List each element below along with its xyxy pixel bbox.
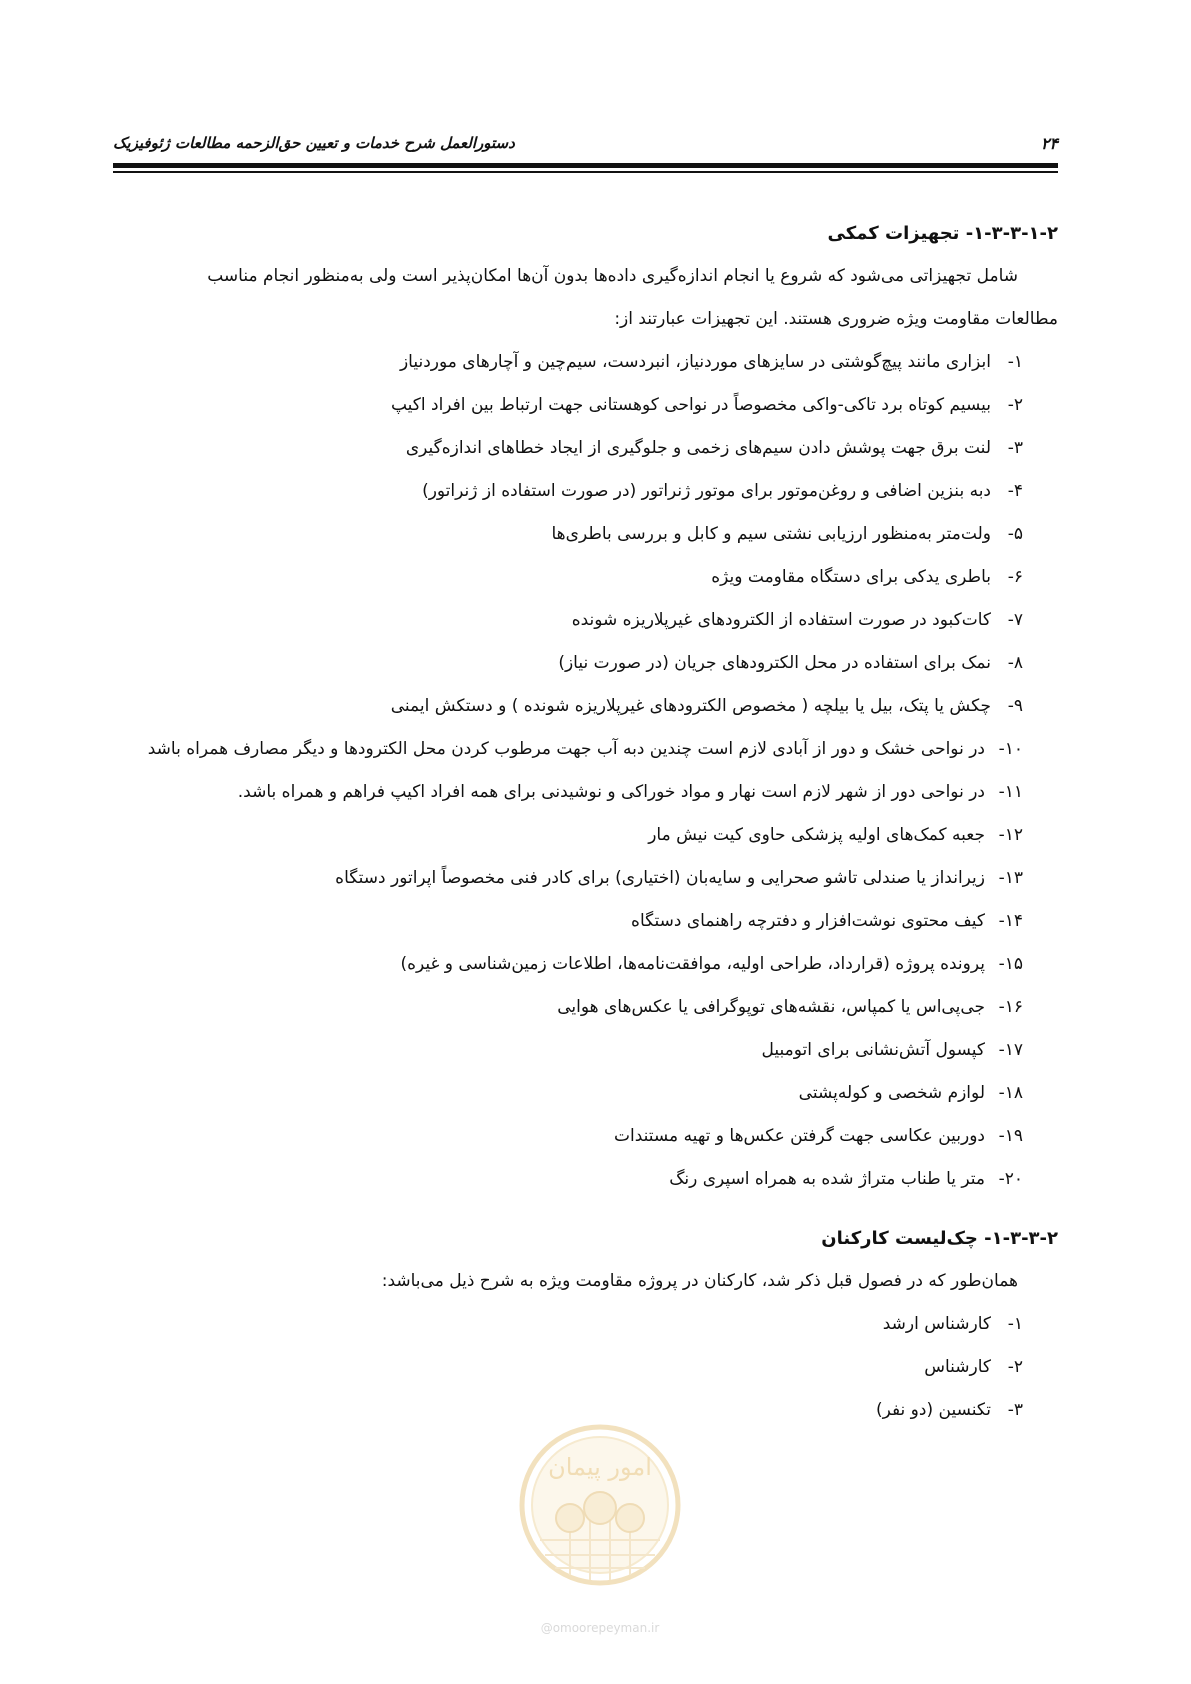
item-number: ۱۳- <box>998 868 1023 888</box>
list-item <box>113 599 1058 642</box>
item-number: ۶- <box>1007 567 1023 587</box>
item-text: جی‌پی‌اس یا کمپاس، نقشه‌های توپوگرافی یا عکس‌های هوایی <box>557 997 985 1017</box>
item-number: ۷- <box>1007 610 1023 630</box>
list-item <box>113 986 1058 1029</box>
item-number: ۳- <box>1007 1400 1023 1420</box>
item-text: جعبه کمک‌های اولیه پزشکی حاوی کیت نیش مار <box>648 825 985 845</box>
item-number: ۱۹- <box>998 1126 1023 1146</box>
item-number: ۸- <box>1007 653 1023 673</box>
item-text: باطری یدکی برای دستگاه مقاومت ویژه <box>711 567 991 587</box>
item-number: ۱۰- <box>998 739 1023 759</box>
paragraph-line: شامل تجهیزاتی می‌شود که شروع یا انجام اندازه‌گیری داده‌ها بدون آن‌ها امکان‌پذیر است ولی به‌منظور انجام مناسب <box>207 266 1018 286</box>
list-item <box>113 427 1058 470</box>
item-number: ۱- <box>1007 1314 1023 1334</box>
page-number: ۲۴ <box>1040 133 1058 153</box>
list-item <box>113 556 1058 599</box>
item-text: بیسیم کوتاه برد تاکی-واکی مخصوصاً در نواحی کوهستانی جهت ارتباط بین افراد اکیپ <box>390 395 991 415</box>
item-number: ۳- <box>1007 438 1023 458</box>
item-text: کارشناس <box>924 1357 991 1377</box>
item-text: در نواحی دور از شهر لازم است نهار و مواد خوراکی و نوشیدنی برای همه افراد اکیپ فراهم و همراه باشد. <box>237 782 985 802</box>
item-text: زیرانداز یا صندلی تاشو صحرایی و سایه‌بان (اختیاری) برای کادر فنی مخصوصاً اپراتور دستگاه <box>335 868 985 888</box>
list-item <box>113 900 1058 943</box>
section-intro-paragraph <box>113 255 1058 341</box>
item-text: ابزاری مانند پیچ‌گوشتی در سایزهای موردنیاز، انبردست، سیم‌چین و آچارهای موردنیاز <box>399 352 991 372</box>
item-text: دوربین عکاسی جهت گرفتن عکس‌ها و تهیه مستندات <box>613 1126 985 1146</box>
item-number: ۴- <box>1007 481 1023 501</box>
item-number: ۱۲- <box>998 825 1023 845</box>
item-number: ۹- <box>1007 696 1023 716</box>
list-item <box>113 857 1058 900</box>
item-number: ۱۶- <box>998 997 1023 1017</box>
item-text: ولت‌متر به‌منظور ارزیابی نشتی سیم و کابل و بررسی باطری‌ها <box>551 524 991 544</box>
item-text: نمک برای استفاده در محل الکترودهای جریان (در صورت نیاز) <box>558 653 991 673</box>
item-text: لوازم شخصی و کوله‌پشتی <box>798 1083 985 1103</box>
list-item <box>113 943 1058 986</box>
list-item <box>113 1115 1058 1158</box>
item-number: ۲- <box>1007 395 1023 415</box>
list-item <box>113 384 1058 427</box>
header-rule-thick <box>113 163 1058 168</box>
list-item <box>113 341 1058 384</box>
list-item <box>113 728 1058 771</box>
section-heading-auxiliary-equipment: ۱-۳-۳-۱-۲- تجهیزات کمکی <box>827 223 1058 244</box>
list-item <box>113 642 1058 685</box>
list-item <box>113 685 1058 728</box>
watermark-url: @omoorepeyman.ir <box>540 1621 660 1635</box>
item-number: ۵- <box>1007 524 1023 544</box>
watermark-logo-icon <box>515 1410 685 1610</box>
header-rule-thin <box>113 171 1058 173</box>
item-text: کیف محتوی نوشت‌افزار و دفترچه راهنمای دستگاه <box>631 911 985 931</box>
section-gap <box>113 1201 1058 1217</box>
page-content <box>113 212 1058 1432</box>
item-text: پرونده پروژه (قرارداد، طراحی اولیه، موافقت‌نامه‌ها، اطلاعات زمین‌شناسی و غیره) <box>400 954 985 974</box>
watermark <box>515 1410 685 1635</box>
page-header <box>113 128 1058 158</box>
equipment-list <box>113 341 1058 1201</box>
item-text: چکش یا پتک، بیل یا بیلچه ( مخصوص الکترودهای غیرپلاریزه شونده ) و دستکش ایمنی <box>390 696 991 716</box>
running-title: دستورالعمل شرح خدمات و تعیین حق‌الزحمه مطالعات ژئوفیزیک <box>113 134 515 152</box>
item-text: تکنسین (دو نفر) <box>875 1400 991 1420</box>
list-item <box>113 1303 1058 1346</box>
item-number: ۲- <box>1007 1357 1023 1377</box>
item-text: کارشناس ارشد <box>882 1314 991 1334</box>
item-text: متر یا طناب متراژ شده به همراه اسپری رنگ <box>669 1169 985 1189</box>
item-number: ۱۸- <box>998 1083 1023 1103</box>
item-text: کپسول آتش‌نشانی برای اتومبیل <box>761 1040 985 1060</box>
paragraph-line: مطالعات مقاومت ویژه ضروری هستند. این تجهیزات عبارتند از: <box>614 309 1058 329</box>
list-item <box>113 771 1058 814</box>
item-number: ۱۷- <box>998 1040 1023 1060</box>
list-item <box>113 1158 1058 1201</box>
section-heading-staff-checklist: ۱-۳-۳-۲- چک‌لیست کارکنان <box>821 1228 1058 1249</box>
item-text: در نواحی خشک و دور از آبادی لازم است چندین دبه آب جهت مرطوب کردن محل الکترودها و دیگر مصارف همراه باشد <box>147 739 985 759</box>
item-number: ۱۱- <box>998 782 1023 802</box>
item-number: ۲۰- <box>998 1169 1023 1189</box>
item-number: ۱۴- <box>998 911 1023 931</box>
item-text: دبه بنزین اضافی و روغن‌موتور برای موتور ژنراتور (در صورت استفاده از ژنراتور) <box>422 481 991 501</box>
list-item <box>113 470 1058 513</box>
list-item <box>113 1072 1058 1115</box>
list-item <box>113 513 1058 556</box>
watermark-logo-text: امور پیمان <box>548 1453 652 1481</box>
list-item <box>113 1346 1058 1389</box>
paragraph-line: همان‌طور که در فصول قبل ذکر شد، کارکنان در پروژه مقاومت ویژه به شرح ذیل می‌باشد: <box>381 1271 1018 1291</box>
list-item <box>113 814 1058 857</box>
staff-intro-paragraph <box>113 1260 1058 1303</box>
item-text: کات‌کبود در صورت استفاده از الکترودهای غیرپلاریزه شونده <box>571 610 991 630</box>
item-number: ۱۵- <box>998 954 1023 974</box>
item-number: ۱- <box>1007 352 1023 372</box>
item-text: لنت برق جهت پوشش دادن سیم‌های زخمی و جلوگیری از ایجاد خطاهای اندازه‌گیری <box>405 438 991 458</box>
list-item <box>113 1029 1058 1072</box>
